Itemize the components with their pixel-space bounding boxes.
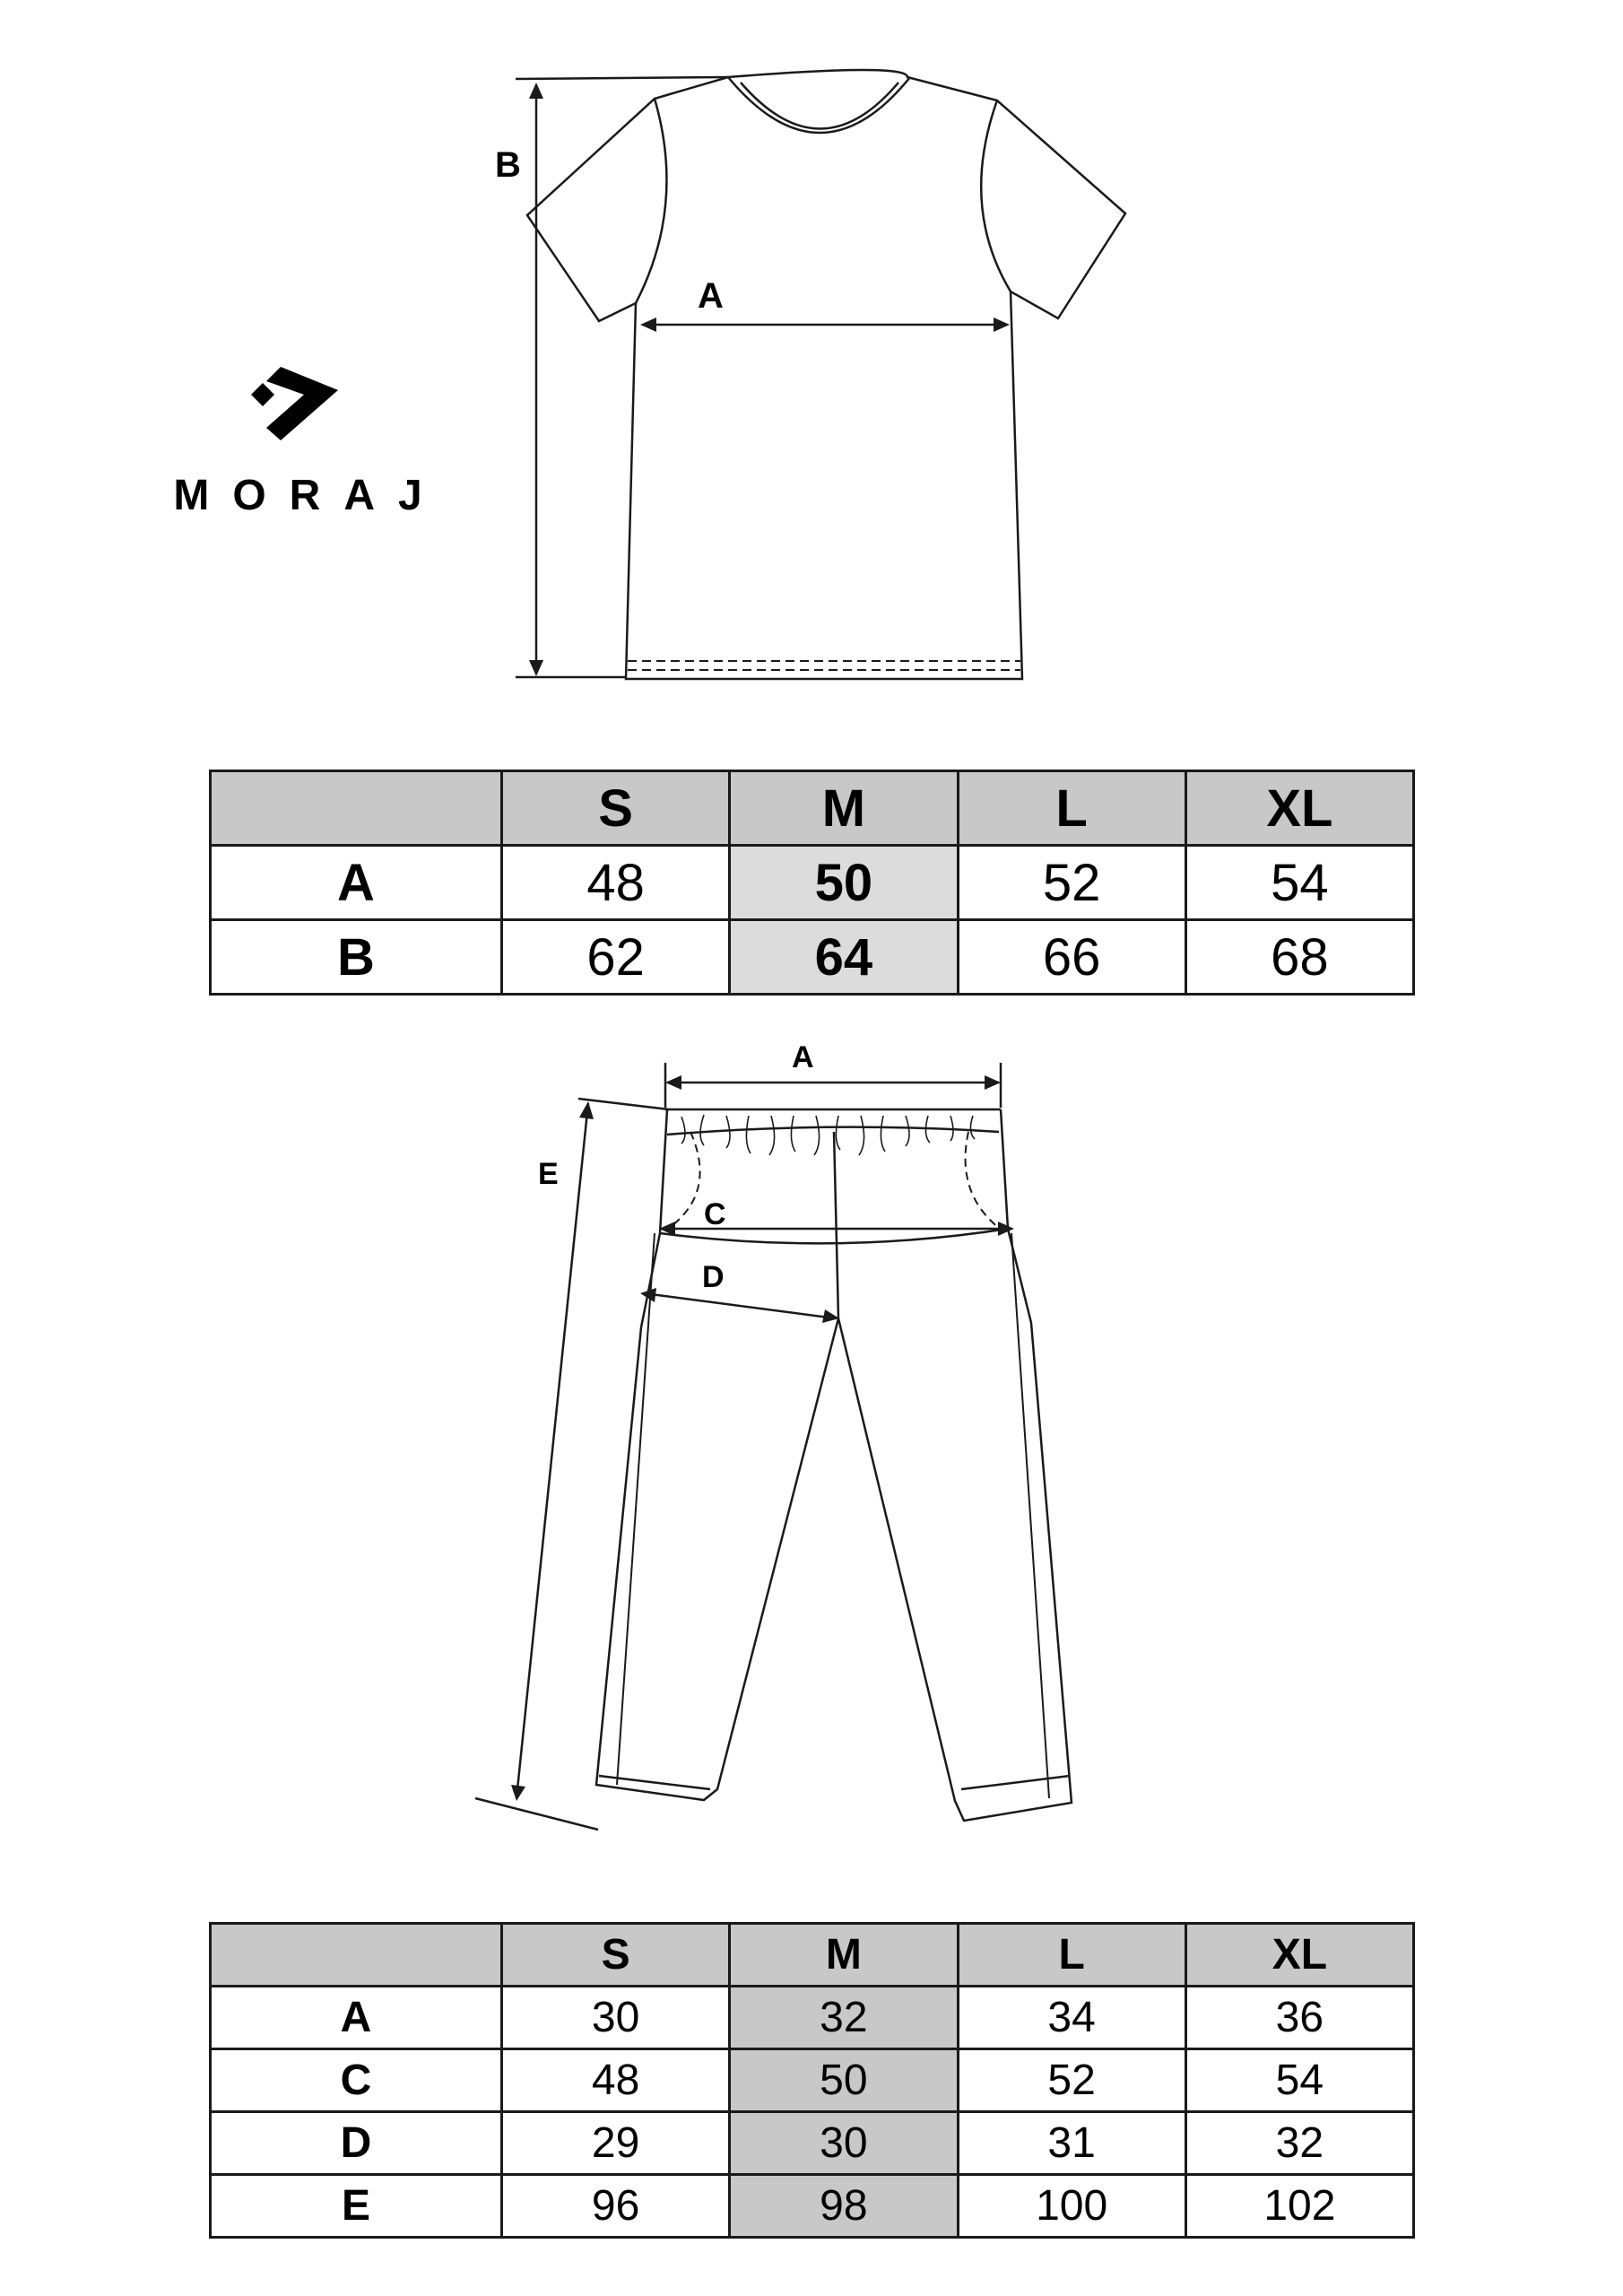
tshirt-diagram [0, 0, 1623, 718]
row-label: C [211, 2049, 502, 2112]
table-cell: 48 [502, 846, 730, 920]
shirt-size-table [209, 770, 1415, 996]
table-cell-highlight: 64 [730, 920, 958, 995]
table-header-cell: L [958, 771, 1185, 846]
row-label: B [211, 920, 502, 995]
table-cell-highlight: 98 [730, 2175, 958, 2238]
table-cell: 34 [958, 1987, 1185, 2049]
table-cell: 30 [502, 1987, 730, 2049]
table-cell: 54 [1185, 846, 1413, 920]
shirt-length-label: B [495, 145, 521, 185]
pants-thigh-label: D [702, 1260, 725, 1294]
table-header-cell: XL [1185, 1924, 1413, 1987]
pants-size-table [209, 1922, 1415, 2239]
shirt-chest-label: A [698, 276, 724, 316]
table-row [211, 846, 1414, 920]
table-row [211, 920, 1414, 995]
table-cell: 68 [1185, 920, 1413, 995]
table-cell: 66 [958, 920, 1185, 995]
table-cell: 96 [502, 2175, 730, 2238]
table-cell: 62 [502, 920, 730, 995]
pants-length-label: E [538, 1157, 559, 1191]
table-row [211, 2112, 1414, 2175]
pants-diagram [0, 1022, 1623, 1874]
pants-waist-label: A [792, 1040, 814, 1074]
table-header-cell: M [730, 771, 958, 846]
table-cell: 100 [958, 2175, 1185, 2238]
table-cell: 52 [958, 2049, 1185, 2112]
table-cell: 36 [1185, 1987, 1413, 2049]
pants-hip-label: C [704, 1197, 726, 1231]
table-cell: 31 [958, 2112, 1185, 2175]
table-row [211, 2175, 1414, 2238]
row-label: A [211, 846, 502, 920]
table-cell: 102 [1185, 2175, 1413, 2238]
table-header-cell: M [730, 1924, 958, 1987]
row-label: A [211, 1987, 502, 2049]
table-cell: 54 [1185, 2049, 1413, 2112]
table-cell-highlight: 32 [730, 1987, 958, 2049]
table-header-cell: XL [1185, 771, 1413, 846]
table-cell: 52 [958, 846, 1185, 920]
table-header-cell: S [502, 1924, 730, 1987]
table-header-cell [211, 1924, 502, 1987]
table-cell: 32 [1185, 2112, 1413, 2175]
table-header-row [211, 771, 1414, 846]
table-header-cell [211, 771, 502, 846]
table-header-cell: S [502, 771, 730, 846]
table-cell-highlight: 30 [730, 2112, 958, 2175]
table-row [211, 1987, 1414, 2049]
brand-name: MORAJ [173, 472, 446, 519]
table-cell: 48 [502, 2049, 730, 2112]
table-cell-highlight: 50 [730, 2049, 958, 2112]
row-label: E [211, 2175, 502, 2238]
row-label: D [211, 2112, 502, 2175]
table-header-cell: L [958, 1924, 1185, 1987]
table-cell-highlight: 50 [730, 846, 958, 920]
table-row [211, 2049, 1414, 2112]
table-cell: 29 [502, 2112, 730, 2175]
table-header-row [211, 1924, 1414, 1987]
